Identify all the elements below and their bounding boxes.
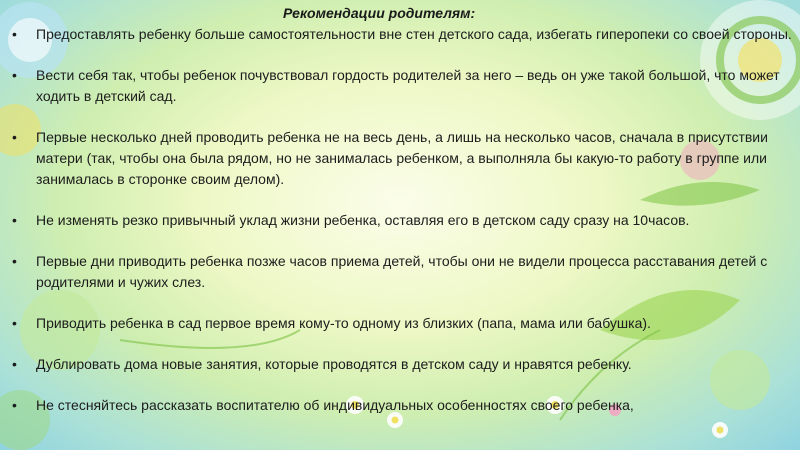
recommendations-list (12, 24, 792, 436)
list-item: • Не стесняйтесь рассказать воспитателю об индивидуальных особенностях своего ребенка, (12, 395, 792, 416)
list-item: • Не изменять резко привычный уклад жизни ребенка, оставляя его в детском саду сразу на 10часов. (12, 210, 792, 231)
list-item: • Первые дни приводить ребенка позже часов приема детей, чтобы они не видели процесса расставания детей с родителями и чужих слез. (12, 251, 792, 293)
list-item: • Предоставлять ребенку больше самостоятельности вне стен детского сада, избегать гиперопеки со своей стороны. (12, 24, 792, 45)
list-item: • Дублировать дома новые занятия, которые проводятся в детском саду и нравятся ребенку. (12, 354, 792, 375)
slide-title: Рекомендации родителям: (283, 5, 476, 21)
list-item: • Вести себя так, чтобы ребенок почувствовал гордость родителей за него – ведь он уже такой большой, что может ходить в детский сад. (12, 65, 792, 107)
list-item: • Приводить ребенка в сад первое время кому-то одному из близких (папа, мама или бабушка). (12, 313, 792, 334)
list-item: • Первые несколько дней проводить ребенка не на весь день, а лишь на несколько часов, сначала в присутствии матери (так, чтобы она была рядом, но не занималась ребенком, а выполняла бы какую-то работу в группе или занималась в сторонке своим делом). (12, 127, 792, 190)
